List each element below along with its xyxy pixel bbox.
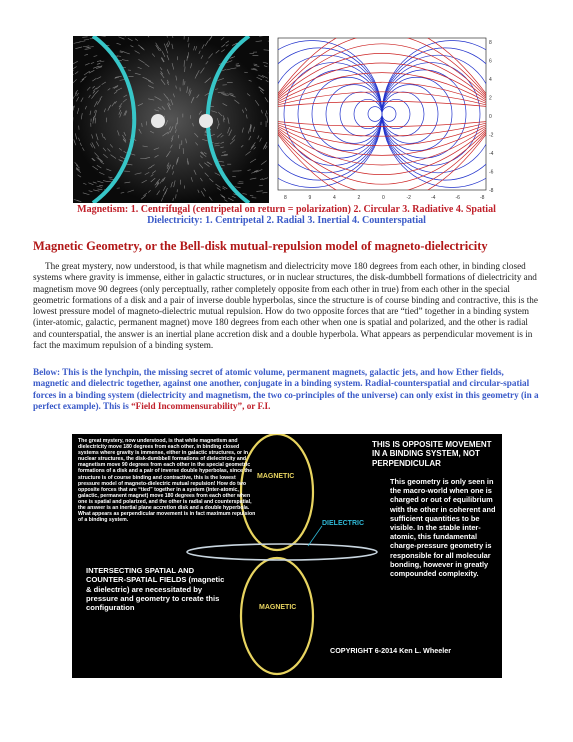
x-tick-label: 4	[333, 195, 336, 201]
magneto-dielectric-diagram	[72, 434, 502, 678]
x-tick-label: 0	[382, 195, 385, 201]
x-tick-label: -2	[406, 195, 411, 201]
y-tick-label: 6	[489, 58, 492, 65]
y-tick-label: 8	[489, 40, 492, 46]
label-magnetic-bottom: MAGNETIC	[259, 604, 297, 611]
copyright: COPYRIGHT 6-2014 Ken L. Wheeler	[330, 646, 452, 655]
magnetism-photo	[73, 36, 269, 203]
body-paragraph: The great mystery, now understood, is that while magnetism and dielectricity move 180 degrees from each other, in binding closed systems where gravity is immense, either in galactic structures, or in nuclear structures, the disk-dumbbell formations of dielectricity and magnetism move 90 degrees (only perceptually, rather completely opposite from each other in true) from each other in the special geometric formations of a disk and a pair of inverse double hyperbolas, since the structure is of course binding and contractive, this is the lowest pressure model of magneto-dielectric mutual repulsion. How do two opposite forces that are “tied” together in a binding system (inter-atomic, galactic, permanent magnet) move 180 degrees from each other when one is spatial and polarized, and the other is radial and counterspatial, the answer is an inertial plane accretion disk and a double hyperbola. What appears as perpendicular movement is in fact the maximum repulsion of a binding system.	[33, 261, 538, 351]
x-tick-label: 9	[308, 195, 312, 201]
bottom-magnetic-ellipse	[241, 558, 313, 674]
x-tick-label: 2	[357, 195, 361, 201]
panel-bottom-text: INTERSECTING SPATIAL AND COUNTER-SPATIAL FIELDS (magnetic & dielectric) are necessitated by pressure and geometry to create this configuration	[86, 566, 225, 613]
x-tick-label: -8	[480, 195, 485, 201]
y-tick-label: 0	[489, 114, 492, 120]
field-incommensurability-term: “Field Incommensurability”, or F.I.	[131, 400, 271, 411]
x-tick-label: 8	[284, 195, 287, 201]
y-tick-label: -2	[489, 132, 494, 139]
dielectricity-caption: Dielectricity: 1. Centripetal 2. Radial 3. Inertial 4. Counterspatial	[147, 215, 426, 226]
y-tick-label: -4	[489, 151, 494, 157]
field-line-plot	[270, 36, 500, 203]
label-magnetic-top: MAGNETIC	[257, 473, 295, 480]
x-tick-label: -4	[431, 195, 436, 201]
x-tick-label: -6	[455, 195, 460, 201]
panel-heading: THIS IS OPPOSITE MOVEMENT IN A BINDING SYSTEM, NOT PERPENDICULAR	[372, 440, 492, 468]
lynchpin-note	[33, 367, 541, 412]
iron-filings-image	[73, 36, 269, 203]
panel-paragraph: The great mystery, now understood, is that while magnetism and dielectricity move 180 degrees from each other, in binding closed systems where gravity is immense, either in galactic structures, or in nuclear structures, the disk-dumbbell formations of dielectricity and magnetism move 90 degrees from each other in the special geometric formations of a disk and a pair of inverse double hyperbolas, since the structure is of course binding and contractive, this is the lowest pressure model of magneto-dielectric mutual repulsion! How do two opposite forces that are “tied” together in a system (inter-atomic, galactic, permanent magnet) move 180 degrees from each other when one is spatial and polarized, and the other is radial and counterspatial, the answer is an inertial plane accretion disk and a double hyperbola. What appears as perpendicular movement is in fact maximum repulsion of a binding system.	[78, 438, 256, 524]
section-title: Magnetic Geometry, or the Bell-disk mutual-repulsion model of magneto-dielectricity	[33, 239, 488, 253]
lynchpin-note-text: Below: This is the lynchpin, the missing secret of atomic volume, permanent magnets, galactic jets, and how Ether fields, magnetic and dielectric together, against one another, conjugate in a binding system. Radial-counterspatial and circular-spatial forces in a binding system (dielectricity and magnetism, the two co-principles of the universe) can only exist in this geometry (in a perfect example). This is	[33, 367, 539, 411]
magnetism-caption: Magnetism: 1. Centrifugal (centripetal on return = polarization) 2. Circular 3. Radiative 4. Spatial	[77, 204, 496, 215]
label-dielectric: DIELECTRIC	[322, 520, 364, 527]
field-line-svg	[270, 36, 500, 203]
y-tick-label: -8	[489, 188, 494, 194]
y-tick-label: 4	[489, 77, 492, 83]
y-tick-label: 2	[489, 95, 492, 102]
y-tick-label: -6	[489, 169, 494, 176]
panel-right-text: This geometry is only seen in the macro-world when one is charged or out of equilibrium with the other in coherent and sufficient quantities to be visible. In the stable inter-atomic, this fundamental charge-pressure geometry is responsible for all molecular bonding, however in greatly compounded complexity.	[390, 477, 496, 579]
